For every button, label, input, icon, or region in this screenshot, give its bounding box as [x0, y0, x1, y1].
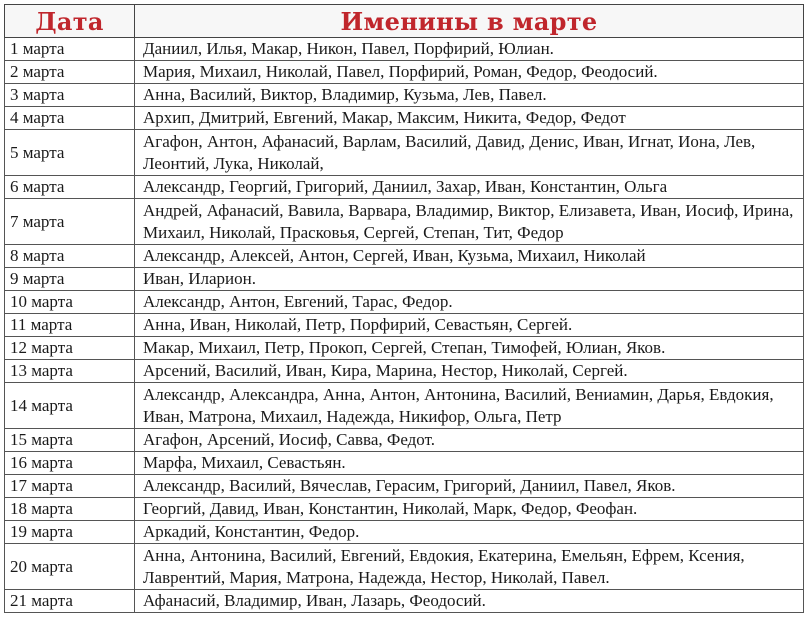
names-cell: Афанасий, Владимир, Иван, Лазарь, Феодосий.: [135, 590, 804, 613]
date-cell: 5 марта: [5, 130, 135, 176]
names-cell: Аркадий, Константин, Федор.: [135, 521, 804, 544]
namedays-sheet: [4, 4, 803, 613]
names-cell: Архип, Дмитрий, Евгений, Макар, Максим, Никита, Федор, Федот: [135, 107, 804, 130]
table-header-row: [5, 5, 804, 38]
names-cell: Александр, Антон, Евгений, Тарас, Федор.: [135, 291, 804, 314]
date-cell: 20 марта: [5, 544, 135, 590]
date-cell: 16 марта: [5, 452, 135, 475]
namedays-table: [4, 4, 804, 613]
table-row: [5, 521, 804, 544]
table-row: [5, 199, 804, 245]
names-cell: Анна, Антонина, Василий, Евгений, Евдокия, Екатерина, Емельян, Ефрем, Ксения, Лаврентий, Мария, Матрона, Надежда, Нестор, Николай, Павел.: [135, 544, 804, 590]
table-row: [5, 38, 804, 61]
date-cell: 4 марта: [5, 107, 135, 130]
names-cell: Андрей, Афанасий, Вавила, Варвара, Владимир, Виктор, Елизавета, Иван, Иосиф, Ирина, Михаил, Николай, Прасковья, Сергей, Степан, Тит, Федор: [135, 199, 804, 245]
date-cell: 11 марта: [5, 314, 135, 337]
names-cell: Арсений, Василий, Иван, Кира, Марина, Нестор, Николай, Сергей.: [135, 360, 804, 383]
table-row: [5, 475, 804, 498]
date-cell: 17 марта: [5, 475, 135, 498]
date-cell: 1 марта: [5, 38, 135, 61]
table-row: [5, 314, 804, 337]
names-cell: Александр, Александра, Анна, Антон, Антонина, Василий, Вениамин, Дарья, Евдокия, Иван, Матрона, Михаил, Надежда, Никифор, Ольга, Петр: [135, 383, 804, 429]
table-row: [5, 84, 804, 107]
names-cell: Георгий, Давид, Иван, Константин, Николай, Марк, Федор, Феофан.: [135, 498, 804, 521]
names-cell: Мария, Михаил, Николай, Павел, Порфирий, Роман, Федор, Феодосий.: [135, 61, 804, 84]
names-column-header: Именины в марте: [135, 5, 804, 38]
table-row: [5, 268, 804, 291]
names-cell: Даниил, Илья, Макар, Никон, Павел, Порфирий, Юлиан.: [135, 38, 804, 61]
table-row: [5, 429, 804, 452]
table-row: [5, 61, 804, 84]
table-row: [5, 383, 804, 429]
table-row: [5, 590, 804, 613]
date-cell: 9 марта: [5, 268, 135, 291]
table-row: [5, 176, 804, 199]
date-cell: 6 марта: [5, 176, 135, 199]
date-cell: 2 марта: [5, 61, 135, 84]
date-cell: 7 марта: [5, 199, 135, 245]
table-row: [5, 245, 804, 268]
table-row: [5, 544, 804, 590]
table-row: [5, 498, 804, 521]
date-cell: 10 марта: [5, 291, 135, 314]
names-cell: Агафон, Арсений, Иосиф, Савва, Федот.: [135, 429, 804, 452]
date-column-header: Дата: [5, 5, 135, 38]
names-cell: Марфа, Михаил, Севастьян.: [135, 452, 804, 475]
date-cell: 18 марта: [5, 498, 135, 521]
table-row: [5, 130, 804, 176]
date-cell: 19 марта: [5, 521, 135, 544]
table-row: [5, 337, 804, 360]
table-row: [5, 291, 804, 314]
date-cell: 21 марта: [5, 590, 135, 613]
date-cell: 15 марта: [5, 429, 135, 452]
names-cell: Анна, Василий, Виктор, Владимир, Кузьма, Лев, Павел.: [135, 84, 804, 107]
date-cell: 14 марта: [5, 383, 135, 429]
names-cell: Иван, Иларион.: [135, 268, 804, 291]
names-cell: Агафон, Антон, Афанасий, Варлам, Василий, Давид, Денис, Иван, Игнат, Иона, Лев, Леонтий, Лука, Николай,: [135, 130, 804, 176]
date-cell: 13 марта: [5, 360, 135, 383]
names-cell: Макар, Михаил, Петр, Прокоп, Сергей, Степан, Тимофей, Юлиан, Яков.: [135, 337, 804, 360]
names-cell: Анна, Иван, Николай, Петр, Порфирий, Севастьян, Сергей.: [135, 314, 804, 337]
date-cell: 8 марта: [5, 245, 135, 268]
table-body: [5, 38, 804, 613]
date-cell: 12 марта: [5, 337, 135, 360]
names-cell: Александр, Алексей, Антон, Сергей, Иван, Кузьма, Михаил, Николай: [135, 245, 804, 268]
table-row: [5, 452, 804, 475]
date-cell: 3 марта: [5, 84, 135, 107]
table-row: [5, 107, 804, 130]
names-cell: Александр, Василий, Вячеслав, Герасим, Григорий, Даниил, Павел, Яков.: [135, 475, 804, 498]
names-cell: Александр, Георгий, Григорий, Даниил, Захар, Иван, Константин, Ольга: [135, 176, 804, 199]
table-row: [5, 360, 804, 383]
